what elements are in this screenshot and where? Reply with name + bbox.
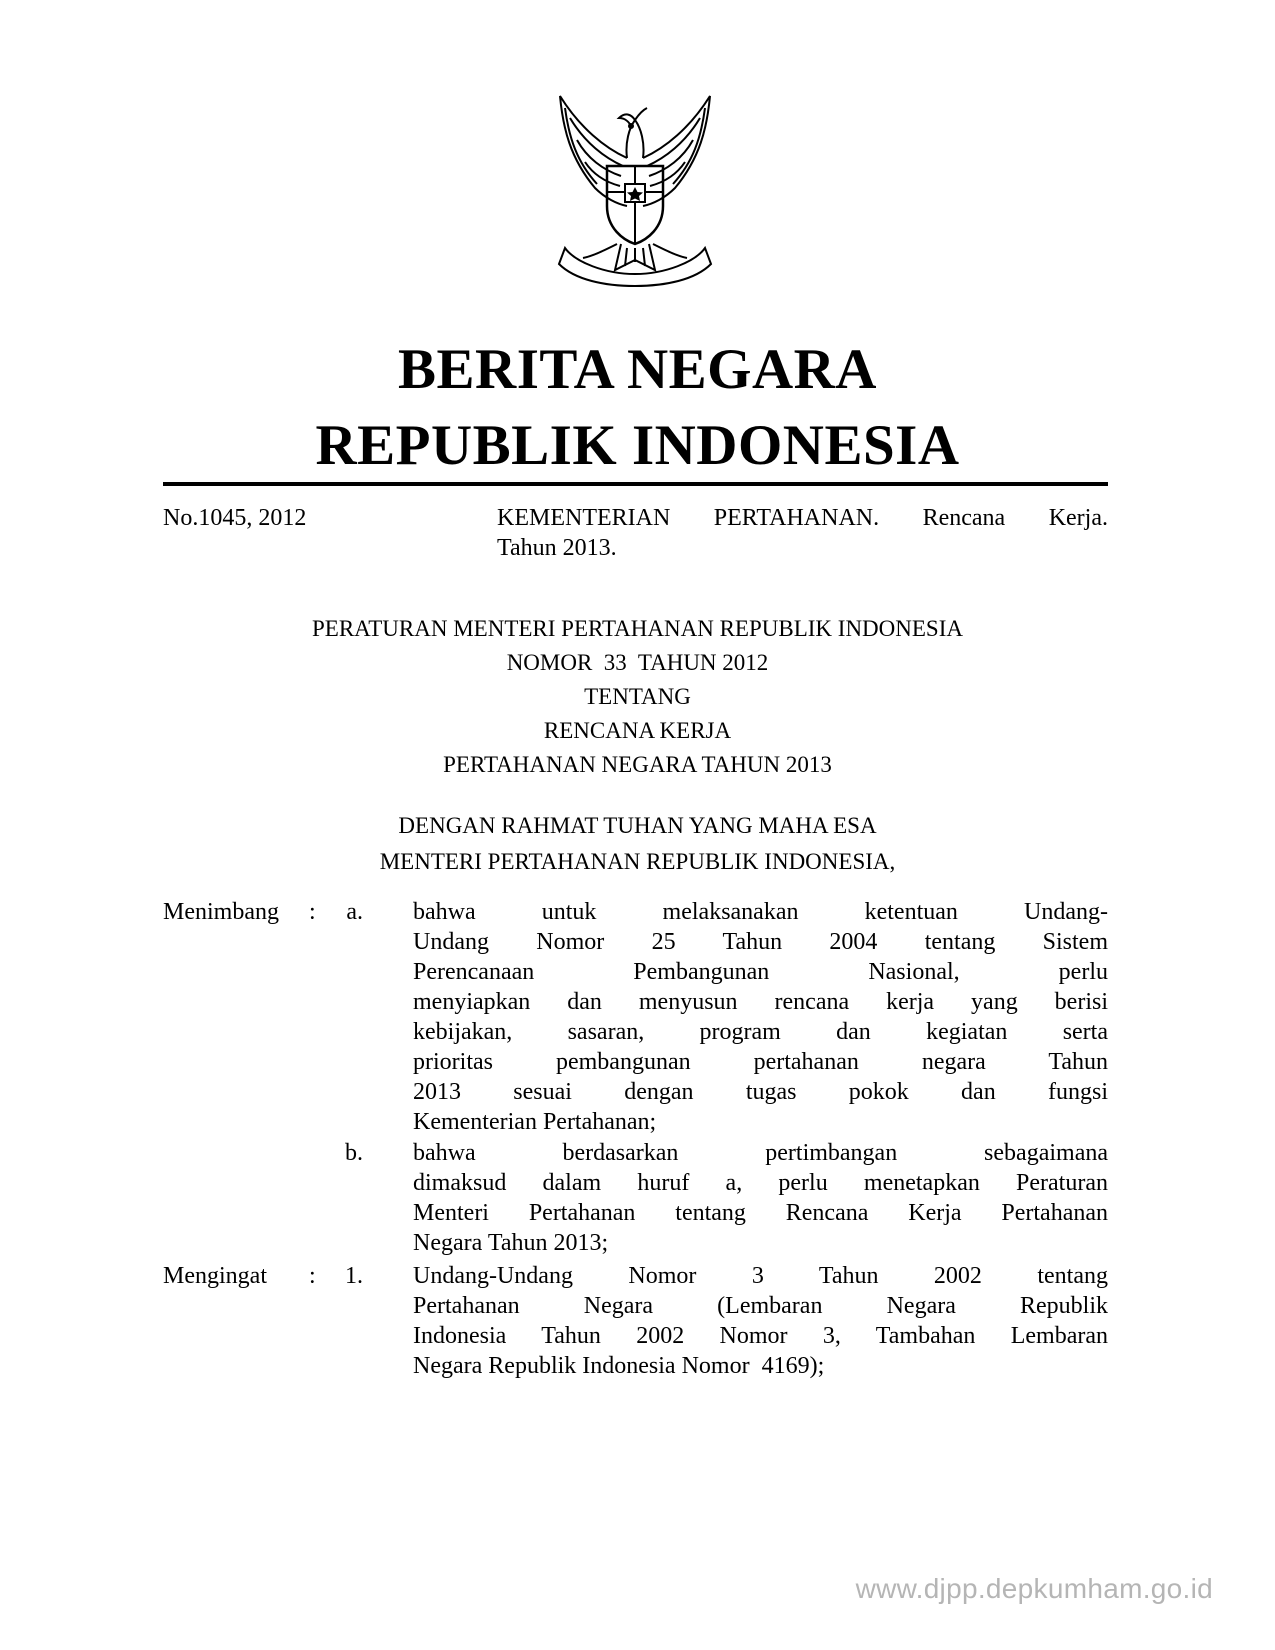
legal-basis-colon: : (309, 1263, 316, 1289)
clause-line: menyiapkan dan menyusun rencana kerja yang berisi (413, 989, 1108, 1015)
clause-line: bahwa untuk melaksanakan ketentuan Undang- (413, 899, 1108, 925)
source-watermark: www.djpp.depkumham.go.id (855, 1573, 1213, 1604)
regulation-line: NOMOR 33 TAHUN 2012 (506, 650, 769, 675)
regulation-line: PERATURAN MENTERI PERTAHANAN REPUBLIK INDONESIA (312, 616, 963, 641)
regulation-heading (0, 612, 1275, 782)
considerations-colon: : (309, 899, 316, 925)
clause-line: 2013 sesuai dengan tugas pokok dan fungsi (413, 1079, 1108, 1105)
clause-line: Menteri Pertahanan tentang Rencana Kerja Pertahanan (413, 1200, 1108, 1226)
clause-line: Kementerian Pertahanan; (413, 1109, 657, 1135)
gazette-title-line-2: REPUBLIK INDONESIA (315, 414, 960, 477)
clause-line: bahwa berdasarkan pertimbangan sebagaimana (413, 1140, 1108, 1166)
legal-basis-label: Mengingat (163, 1263, 267, 1289)
clause-line: Indonesia Tahun 2002 Nomor 3, Tambahan Lembaran (413, 1323, 1108, 1349)
gazette-title-line-1: BERITA NEGARA (398, 338, 877, 401)
regulation-line: RENCANA KERJA (543, 718, 732, 743)
clause-marker: a. (346, 899, 363, 925)
regulation-line: PERTAHANAN NEGARA TAHUN 2013 (443, 752, 832, 777)
garuda-emblem-icon (535, 88, 735, 288)
consideration-clause-a (413, 897, 1108, 1137)
considerations-label: Menimbang (163, 899, 279, 925)
regulation-line: TENTANG (584, 684, 691, 709)
gazette-number: No.1045, 2012 (163, 505, 307, 531)
preamble-line: MENTERI PERTAHANAN REPUBLIK INDONESIA, (379, 849, 896, 874)
clause-line: kebijakan, sasaran, program dan kegiatan serta (413, 1019, 1108, 1045)
clause-line: Pertahanan Negara (Lembaran Negara Republik (413, 1293, 1108, 1319)
clause-marker: 1. (345, 1263, 363, 1289)
subject-line: KEMENTERIAN PERTAHANAN. Rencana Kerja. (497, 505, 1108, 531)
clause-marker: b. (345, 1140, 363, 1166)
gazette-subject (497, 503, 1108, 563)
clause-line: prioritas pembangunan pertahanan negara Tahun (413, 1049, 1108, 1075)
preamble-heading (0, 808, 1275, 880)
title-divider (163, 482, 1108, 486)
clause-line: Negara Tahun 2013; (413, 1230, 609, 1256)
clause-line: Undang Nomor 25 Tahun 2004 tentang Sistem (413, 929, 1108, 955)
clause-line: Undang-Undang Nomor 3 Tahun 2002 tentang (413, 1263, 1108, 1289)
preamble-line: DENGAN RAHMAT TUHAN YANG MAHA ESA (398, 813, 877, 838)
clause-line: Perencanaan Pembangunan Nasional, perlu (413, 959, 1108, 985)
legal-basis-clause-1 (413, 1261, 1108, 1381)
subject-line: Tahun 2013. (497, 535, 617, 561)
clause-line: Negara Republik Indonesia Nomor 4169); (413, 1353, 825, 1379)
consideration-clause-b (413, 1138, 1108, 1258)
clause-line: dimaksud dalam huruf a, perlu menetapkan Peraturan (413, 1170, 1108, 1196)
